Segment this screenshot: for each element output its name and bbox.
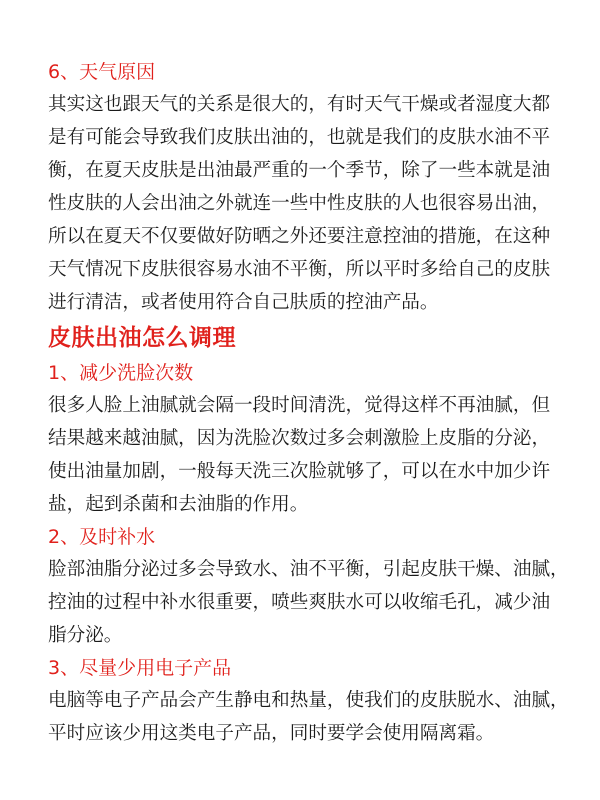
paragraph-wash: [48, 389, 560, 521]
tip-title-hydrate: 2、及时补水: [48, 526, 156, 548]
text-line: 所以在夏天不仅要做好防晒之外还要注意控油的措施，在这种: [48, 226, 551, 247]
text-line: 其实这也跟天气的关系是很大的，有时天气干燥或者湿度大都: [48, 94, 551, 115]
text-line: 进行清洁，或者使用符合自己肤质的控油产品。: [48, 292, 439, 313]
text-line: 盐，起到杀菌和去油脂的作用。: [48, 494, 309, 515]
paragraph-hydrate: [48, 553, 569, 652]
text-line: 是有可能会导致我们皮肤出油的，也就是我们的皮肤水油不平: [48, 127, 551, 148]
text-line: 脸部油脂分泌过多会导致水、油不平衡，引起皮肤干燥、油腻，: [48, 559, 569, 580]
paragraph-electronics: [48, 684, 569, 750]
article: [48, 56, 569, 750]
text-line: 衡，在夏天皮肤是出油最严重的一个季节，除了一些本就是油: [48, 160, 551, 181]
text-line: 脂分泌。: [48, 625, 123, 646]
text-line: 平时应该少用这类电子产品，同时要学会使用隔离霜。: [48, 723, 495, 744]
tip-title-wash: 1、减少洗脸次数: [48, 362, 194, 384]
text-line: 使出油量加剧，一般每天洗三次脸就够了，可以在水中加少许: [48, 461, 551, 482]
text-line: 电脑等电子产品会产生静电和热量，使我们的皮肤脱水、油腻，: [48, 690, 569, 711]
section-title-weather: 6、天气原因: [48, 61, 156, 83]
tip-title-electronics: 3、尽量少用电子产品: [48, 657, 232, 679]
paragraph-weather: [48, 88, 560, 319]
text-line: 结果越来越油腻，因为洗脸次数过多会刺激脸上皮脂的分泌，: [48, 428, 551, 449]
main-heading: 皮肤出油怎么调理: [48, 325, 236, 351]
text-line: 性皮肤的人会出油之外就连一些中性皮肤的人也很容易出油，: [48, 193, 551, 214]
text-line: 控油的过程中补水很重要，喷些爽肤水可以收缩毛孔，减少油: [48, 592, 551, 613]
text-line: 很多人脸上油腻就会隔一段时间清洗，觉得这样不再油腻，但: [48, 395, 551, 416]
text-line: 天气情况下皮肤很容易水油不平衡，所以平时多给自己的皮肤: [48, 259, 551, 280]
